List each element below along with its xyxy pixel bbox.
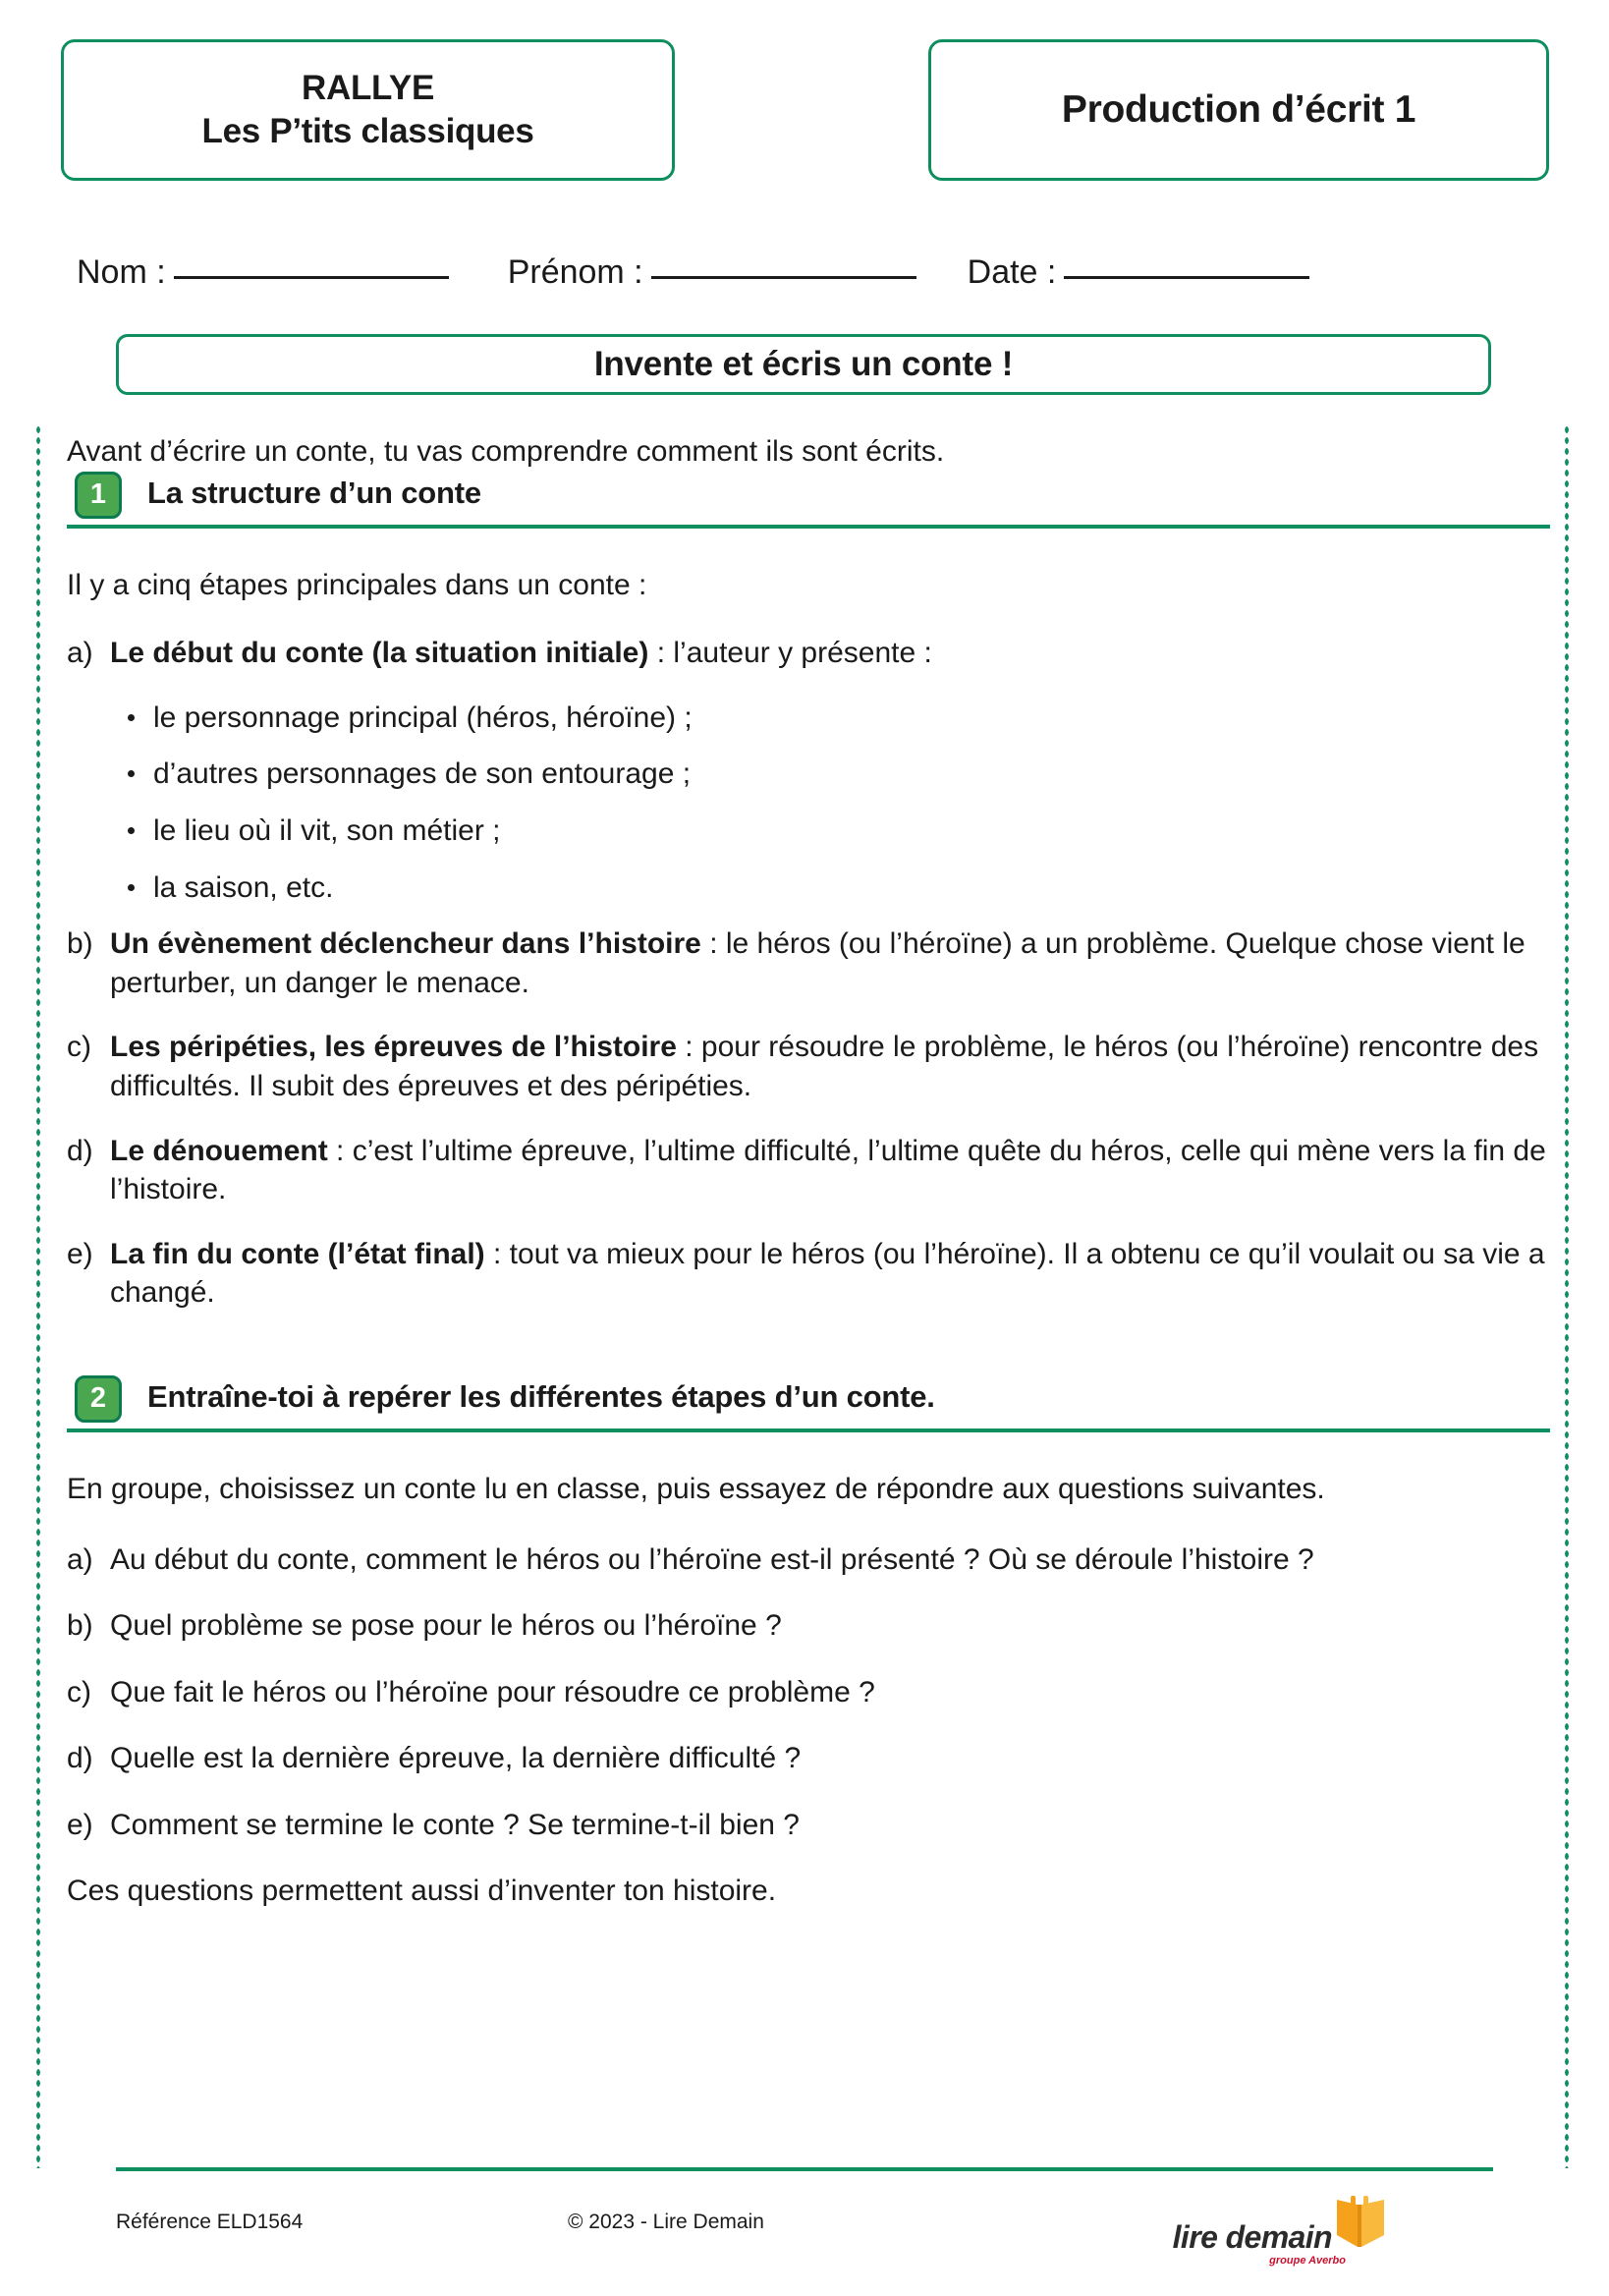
footer <box>116 2183 1493 2267</box>
structure-item-e-body <box>110 1235 1550 1313</box>
section-1-number-badge: 1 <box>75 472 122 519</box>
structure-item-a <box>67 634 1550 673</box>
structure-item-a-bullets <box>67 699 1550 907</box>
question-b <box>67 1606 1550 1646</box>
publisher-logo <box>1079 2192 1493 2267</box>
question-a-letter: a) <box>67 1542 93 1576</box>
question-b-text: Quel problème se pose pour le héros ou l’héroïne ? <box>110 1609 782 1643</box>
question-a <box>67 1540 1550 1580</box>
list-item: d’autres personnages de son entourage ; <box>128 755 1550 794</box>
structure-item-b-body <box>110 924 1550 1002</box>
structure-item-d <box>67 1132 1550 1209</box>
structure-item-a-bold: Le début du conte (la situation initiale) <box>110 637 649 670</box>
section-2-number-badge: 2 <box>75 1375 122 1423</box>
structure-item-d-bold: Le dénouement <box>110 1134 328 1167</box>
list-item: le lieu où il vit, son métier ; <box>128 812 1550 851</box>
open-book-icon <box>1334 2196 1387 2257</box>
structure-item-e-rest: : tout va mieux pour le héros (ou l’héroïne). Il a obtenu ce qu’il voulait ou sa vie a changé. <box>110 1237 1545 1310</box>
structure-item-c-body <box>110 1028 1550 1105</box>
structure-item-b <box>67 924 1550 1002</box>
section-1-header <box>67 472 1550 532</box>
nom-input-line[interactable] <box>174 275 449 279</box>
question-e <box>67 1806 1550 1845</box>
section-2-header <box>67 1375 1550 1436</box>
section-1-lead: Il y a cinq étapes principales dans un conte : <box>67 568 647 601</box>
question-d-letter: d) <box>67 1742 93 1775</box>
question-c <box>67 1673 1550 1712</box>
logo-group-label: groupe Averbo <box>1269 2255 1346 2267</box>
structure-item-a-letter: a) <box>67 637 93 670</box>
question-c-text: Que fait le héros ou l’héroïne pour résoudre ce problème ? <box>110 1675 875 1708</box>
dotted-border-right <box>1564 424 1570 2168</box>
structure-item-b-rest: : le héros (ou l’héroïne) a un problème. Quelque chose vient le perturber, un danger le menace. <box>110 927 1526 999</box>
prenom-label: Prénom : <box>507 253 643 291</box>
question-a-text: Au début du conte, comment le héros ou l’héroïne est-il présenté ? Où se déroule l’histoire ? <box>110 1542 1314 1576</box>
section-1-title: La structure d’un conte <box>147 475 481 510</box>
question-e-letter: e) <box>67 1808 93 1841</box>
footer-rule <box>116 2167 1493 2171</box>
structure-item-e <box>67 1235 1550 1313</box>
rallye-title-line1: RALLYE <box>302 69 434 108</box>
structure-item-c-letter: c) <box>67 1031 91 1064</box>
identity-row <box>77 253 1550 303</box>
structure-item-d-body <box>110 1132 1550 1209</box>
structure-item-d-rest: : c’est l’ultime épreuve, l’ultime difficulté, l’ultime quête du héros, celle qui mène vers la fin de l’histoire. <box>110 1134 1546 1206</box>
footer-reference: Référence ELD1564 <box>116 2211 304 2233</box>
structure-item-d-letter: d) <box>67 1134 93 1167</box>
prenom-input-line[interactable] <box>651 275 916 279</box>
prenom-field[interactable] <box>508 253 916 292</box>
worksheet-type-box <box>928 39 1549 181</box>
section-2-underline <box>67 1428 1550 1432</box>
header-row <box>61 39 1549 181</box>
structure-item-c <box>67 1028 1550 1105</box>
section-2-lead: En groupe, choisissez un conte lu en classe, puis essayez de répondre aux questions suivantes. <box>67 1472 1325 1505</box>
worksheet-type-title: Production d’écrit 1 <box>1061 88 1416 131</box>
worksheet-content <box>67 432 1550 1911</box>
date-input-line[interactable] <box>1064 275 1309 279</box>
intro-paragraph: Avant d’écrire un conte, tu vas comprendre comment ils sont écrits. <box>67 435 945 468</box>
structure-item-e-bold: La fin du conte (l’état final) <box>110 1237 485 1270</box>
section-2-title: Entraîne-toi à repérer les différentes étapes d’un conte. <box>147 1378 935 1414</box>
date-label: Date : <box>967 253 1057 291</box>
structure-item-c-rest: : pour résoudre le problème, le héros (ou l’héroïne) rencontre des difficultés. Il subit des épreuves et des péripéties. <box>110 1031 1539 1102</box>
structure-item-e-letter: e) <box>67 1237 93 1270</box>
rallye-title-box <box>61 39 675 181</box>
footer-copyright: © 2023 - Lire Demain <box>568 2211 764 2233</box>
dotted-border-left <box>35 424 41 2168</box>
nom-label: Nom : <box>77 253 166 291</box>
question-e-text: Comment se termine le conte ? Se termine-t-il bien ? <box>110 1808 800 1841</box>
question-b-letter: b) <box>67 1609 93 1643</box>
question-d <box>67 1739 1550 1778</box>
list-item: le personnage principal (héros, héroïne) ; <box>128 699 1550 738</box>
structure-item-a-rest: : l’auteur y présente : <box>648 637 932 670</box>
structure-item-b-letter: b) <box>67 927 93 961</box>
logo-wrap <box>1172 2192 1387 2267</box>
question-d-text: Quelle est la dernière épreuve, la dernière difficulté ? <box>110 1742 802 1775</box>
structure-item-c-bold: Les péripéties, les épreuves de l’histoire <box>110 1031 677 1064</box>
rallye-title-line2: Les P’tits classiques <box>201 112 534 150</box>
question-c-letter: c) <box>67 1675 91 1708</box>
structure-item-b-bold: Un évènement déclencheur dans l’histoire <box>110 927 701 961</box>
section-1-underline <box>67 525 1550 529</box>
structure-item-a-body <box>110 634 1550 673</box>
date-field[interactable] <box>968 253 1310 292</box>
activity-title-banner <box>116 334 1491 395</box>
section-2-closing: Ces questions permettent aussi d’inventer ton histoire. <box>67 1875 777 1908</box>
logo-wordmark: lire demain <box>1172 2219 1332 2255</box>
activity-title: Invente et écris un conte ! <box>593 345 1014 383</box>
list-item: la saison, etc. <box>128 868 1550 908</box>
nom-field[interactable] <box>77 253 449 292</box>
